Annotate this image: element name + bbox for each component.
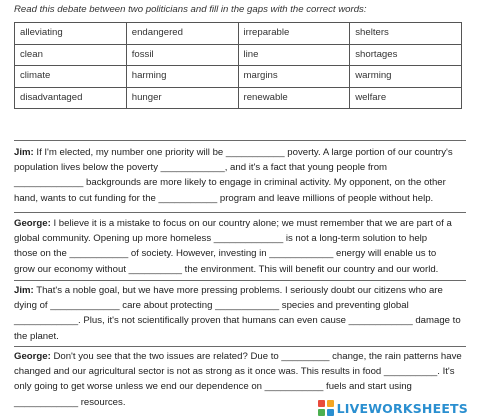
word-bank-table (14, 22, 462, 109)
word-cell: endangered (126, 23, 238, 45)
word-cell: renewable (238, 87, 350, 109)
line-text: That's a noble goal, but we have more pressing problems. I seriously doubt our citizens who are (33, 285, 443, 296)
word-cell: irreparable (238, 23, 350, 45)
paragraph-line: hand, wants to cut funding for the ___________ program and leave millions of people without help. (14, 192, 434, 204)
paragraph-line: ____________ resources. (14, 396, 126, 408)
word-cell: alleviating (15, 23, 127, 45)
paragraph-line: only going to get worse unless we end our dependence on ___________ fuels and start using (14, 381, 412, 393)
paragraph-line (14, 216, 466, 231)
table-row (15, 87, 462, 109)
table-row (15, 66, 462, 88)
paragraph-line: ____________. Plus, it's not scientifically proven that humans can even cause ____________ damage to (14, 315, 461, 327)
paragraph-line (14, 145, 466, 160)
word-cell: fossil (126, 44, 238, 66)
dialogue-paragraph-jim-2 (14, 283, 466, 344)
table-row (15, 23, 462, 45)
paragraph-line: changed and our agricultural sector is not as strong as it once was. This results in food __________. It's (14, 366, 455, 378)
word-cell: warming (350, 66, 462, 88)
line-text: If I'm elected, my number one priority will be ___________ poverty. A large portion of our country's (33, 147, 453, 158)
word-cell: shelters (350, 23, 462, 45)
divider (14, 280, 466, 281)
word-cell: climate (15, 66, 127, 88)
word-cell: welfare (350, 87, 462, 109)
line-text: Don't you see that the two issues are related? Due to _________ change, the rain patterns have (50, 351, 462, 362)
liveworksheets-logo-icon (318, 400, 334, 416)
table-row (15, 44, 462, 66)
speaker-name: George: (14, 351, 51, 362)
dialogue-paragraph-jim-1 (14, 145, 466, 206)
paragraph-line (14, 349, 466, 364)
paragraph-line: grow our economy without __________ the environment. This will benefit our country and our world. (14, 263, 439, 275)
divider (14, 140, 466, 141)
paragraph-line: dying of _____________ care about protecting ____________ species and preventing global (14, 300, 409, 312)
paragraph-line: global community. Opening up more homeless _____________ is not a long-term solution to help (14, 233, 428, 245)
word-cell: line (238, 44, 350, 66)
word-cell: margins (238, 66, 350, 88)
divider (14, 212, 466, 213)
word-cell: harming (126, 66, 238, 88)
liveworksheets-footer (318, 400, 468, 416)
speaker-name: Jim: (14, 147, 34, 158)
word-cell: shortages (350, 44, 462, 66)
instruction-text: Read this debate between two politicians and fill in the gaps with the correct words: (14, 4, 367, 15)
speaker-name: Jim: (14, 285, 34, 296)
word-cell: disadvantaged (15, 87, 127, 109)
paragraph-line: _____________ backgrounds are more likely to engage in criminal activity. My opponent, on the other (14, 177, 446, 189)
divider (14, 346, 466, 347)
word-cell: clean (15, 44, 127, 66)
paragraph-line (14, 283, 466, 298)
paragraph-line: the planet. (14, 330, 59, 342)
paragraph-line: those on the ___________ of society. However, investing in ____________ energy will enable us to (14, 248, 437, 260)
word-cell: hunger (126, 87, 238, 109)
dialogue-paragraph-george-1 (14, 216, 466, 277)
speaker-name: George: (14, 218, 51, 229)
line-text: I believe it is a mistake to focus on our country alone; we must remember that we are part of a (50, 218, 452, 229)
brand-name: LIVEWORKSHEETS (336, 400, 468, 416)
paragraph-line: population lives below the poverty ____________, and it's a fact that young people from (14, 162, 388, 174)
